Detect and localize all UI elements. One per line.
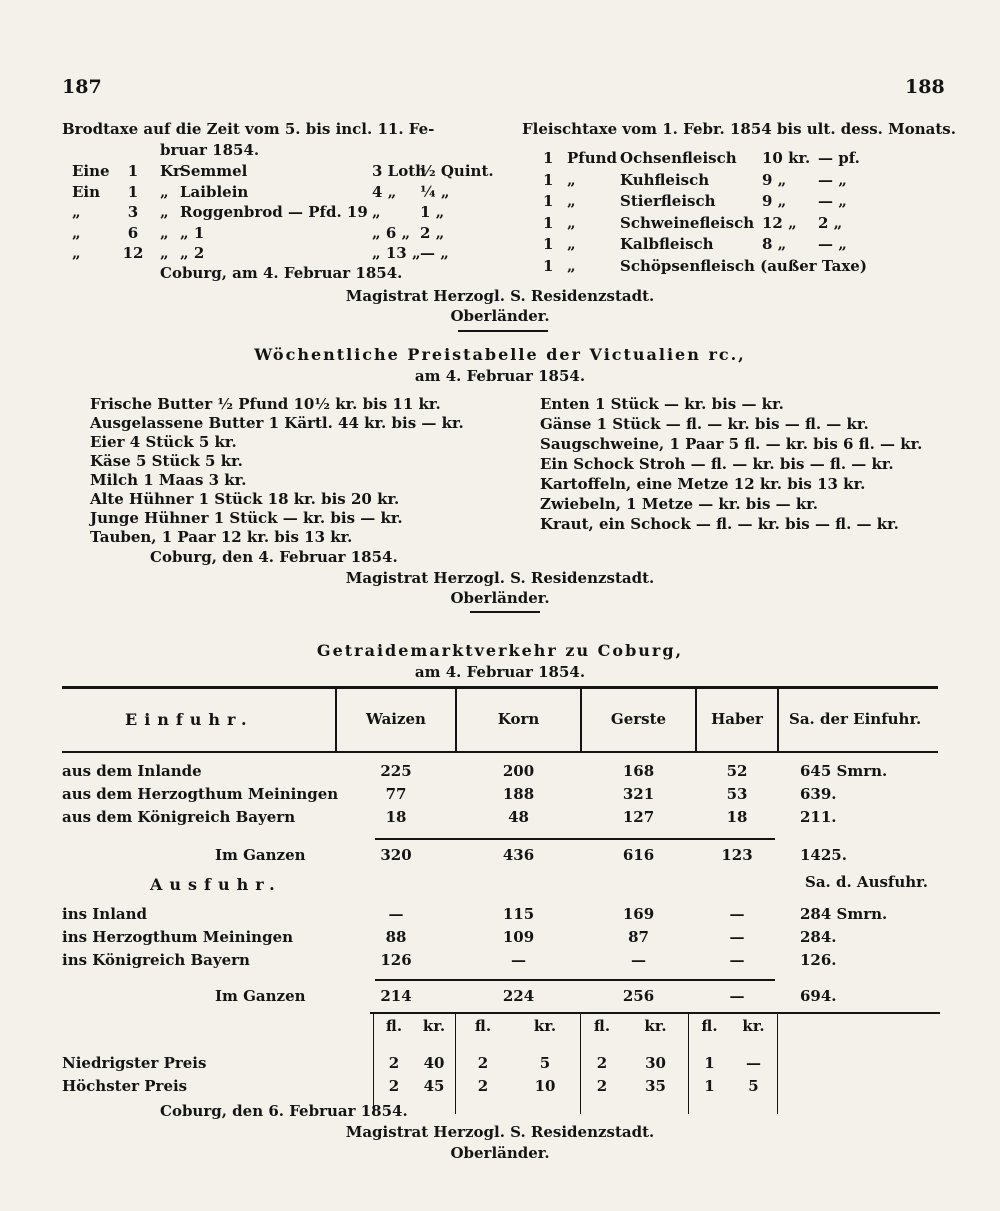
fleisch-row-pf: — pf.	[818, 149, 860, 167]
preis-item: Ausgelassene Butter 1 Kärtl. 44 kr. bis — kr.	[90, 414, 464, 432]
table-cell-sum: 645 Smrn.	[800, 762, 888, 780]
table-cell-sum: 1425.	[800, 846, 847, 864]
price-unit-header: fl.	[474, 1017, 492, 1035]
table-rule-sum-1	[375, 838, 775, 840]
price-cell: 2	[596, 1077, 608, 1095]
getraide-place-date: Coburg, den 6. Februar 1854.	[160, 1102, 408, 1120]
price-cell: 5	[748, 1077, 759, 1095]
oberlaender-3: Oberländer.	[450, 1144, 550, 1162]
brod-row-count: 1	[127, 182, 139, 201]
table-cell-sum: 284.	[800, 928, 837, 946]
brod-row-prefix: Ein	[72, 182, 101, 201]
brod-row-count: 3	[127, 203, 139, 221]
table-vrule-5	[777, 689, 779, 751]
brod-row-prefix: „	[72, 223, 81, 242]
table-cell-korn: 48	[508, 808, 529, 826]
fleisch-row-kr: 12 „	[762, 213, 797, 232]
fleisch-row-kr: 8 „	[762, 235, 787, 253]
header-einfuhr: Einfuhr.	[125, 710, 254, 729]
brod-row-item: „ 1	[180, 223, 205, 242]
table-cell-sum: 126.	[800, 951, 837, 969]
header-korn: Korn	[497, 710, 540, 728]
brod-row-loth: „	[372, 203, 381, 221]
preistabelle-title: Wöchentliche Preistabelle der Victualien rc.,	[254, 345, 746, 364]
price-cell: 1	[704, 1054, 715, 1072]
fleisch-row-item: Ochsenfleisch	[620, 149, 737, 167]
table-cell-haber: 53	[726, 785, 748, 803]
table-row-label: ins Inland	[62, 905, 148, 923]
table-cell-waizen: 126	[380, 951, 412, 969]
price-unit-header: kr.	[644, 1017, 667, 1035]
table-cell-sum: 639.	[800, 785, 837, 803]
fleisch-row-unit: „	[567, 192, 576, 210]
ausfuhr-label: Ausfuhr.	[150, 875, 282, 894]
brod-row-loth: 3 Loth	[372, 162, 427, 180]
fleisch-row-unit: „	[567, 256, 576, 275]
fleisch-row-item: Stierfleisch	[620, 192, 716, 210]
preis-item: Frische Butter ½ Pfund 10½ kr. bis 11 kr.	[90, 395, 441, 413]
table-cell-gerste: 169	[622, 905, 655, 923]
brodtaxe-place-date: Coburg, am 4. Februar 1854.	[160, 264, 403, 282]
page-number-right: 188	[905, 76, 945, 98]
table-cell-haber: —	[729, 905, 745, 923]
brodtaxe-title: Brodtaxe auf die Zeit vom 5. bis incl. 11. Fe-	[62, 120, 435, 138]
table-row-label: ins Herzogthum Meiningen	[62, 928, 294, 946]
getraide-title: Getraidemarktverkehr zu Coburg,	[316, 641, 684, 660]
table-row-label: Im Ganzen	[215, 846, 306, 864]
table-cell-haber: —	[729, 951, 745, 969]
table-cell-waizen: —	[388, 905, 404, 923]
brod-row-unit: „	[160, 203, 169, 221]
table-cell-waizen: 225	[380, 762, 412, 780]
fleisch-row-pf: — „	[818, 192, 847, 210]
price-row-label: Niedrigster Preis	[62, 1054, 207, 1072]
fleisch-row-unit: „	[567, 213, 576, 232]
page-number-left: 187	[62, 76, 102, 98]
brod-row-unit: „	[160, 244, 169, 262]
brod-row-prefix: „	[72, 203, 81, 221]
price-cell: 10	[534, 1077, 556, 1095]
table-cell-gerste: 256	[622, 987, 655, 1005]
fleisch-row-item: Kuhfleisch	[620, 170, 710, 189]
price-cell: 2	[596, 1054, 608, 1072]
fleisch-row-count: 1	[543, 235, 554, 253]
table-cell-waizen: 88	[385, 928, 407, 946]
table-row-label: Im Ganzen	[215, 987, 306, 1005]
table-rule-top	[62, 686, 938, 689]
divider-2	[470, 611, 540, 613]
table-row-label: aus dem Königreich Bayern	[62, 808, 296, 826]
price-row-label: Höchster Preis	[62, 1077, 188, 1095]
brod-row-loth: „ 13 „	[372, 244, 421, 262]
fleisch-row-pf: 2 „	[818, 213, 843, 232]
price-cell: 5	[539, 1054, 551, 1072]
brod-row-quint: 1 „	[420, 203, 445, 221]
table-cell-korn: 115	[502, 905, 535, 923]
fleisch-row-kr: 9 „	[762, 170, 787, 189]
preis-item: Kraut, ein Schock — fl. — kr. bis — fl. — kr.	[540, 515, 899, 533]
price-vrule-5	[777, 1014, 778, 1114]
oberlaender-1: Oberländer.	[450, 307, 550, 325]
brod-row-count: 1	[127, 162, 139, 180]
preis-item: Alte Hühner 1 Stück 18 kr. bis 20 kr.	[90, 490, 400, 508]
table-cell-gerste: 168	[622, 762, 655, 780]
table-cell-gerste: 321	[622, 785, 655, 803]
preis-item: Käse 5 Stück 5 kr.	[90, 452, 243, 470]
table-cell-waizen: 214	[380, 987, 412, 1005]
brod-row-quint: ¼ „	[420, 182, 450, 201]
table-cell-korn: 200	[502, 762, 535, 780]
preis-item: Saugschweine, 1 Paar 5 fl. — kr. bis 6 fl. — kr.	[540, 435, 923, 453]
table-cell-haber: 18	[726, 808, 748, 826]
table-cell-gerste: —	[631, 951, 646, 969]
price-cell: 35	[645, 1077, 666, 1095]
table-cell-sum: 284 Smrn.	[800, 905, 888, 923]
table-cell-haber: 123	[721, 846, 753, 864]
magistrat-signature-2: Magistrat Herzogl. S. Residenzstadt.	[345, 569, 655, 587]
price-cell: 40	[423, 1054, 445, 1072]
fleischtaxe-title: Fleischtaxe vom 1. Febr. 1854 bis ult. dess. Monats.	[522, 120, 956, 138]
preis-item: Eier 4 Stück 5 kr.	[90, 433, 237, 451]
table-cell-korn: 224	[502, 987, 535, 1005]
brod-row-item: Roggenbrod — Pfd. 19	[180, 203, 368, 221]
preis-item: Tauben, 1 Paar 12 kr. bis 13 kr.	[90, 528, 353, 546]
fleisch-row-unit: „	[567, 235, 576, 253]
header-sum-ausfuhr: Sa. d. Ausfuhr.	[805, 873, 928, 891]
preis-item: Milch 1 Maas 3 kr.	[90, 471, 247, 489]
brodtaxe-title-cont: bruar 1854.	[160, 141, 260, 159]
fleisch-row-kr: 10 kr.	[762, 149, 811, 167]
price-unit-header: kr.	[742, 1017, 765, 1035]
preistabelle-date: am 4. Februar 1854.	[414, 367, 586, 385]
table-row-label: ins Königreich Bayern	[62, 951, 250, 969]
preis-item: Kartoffeln, eine Metze 12 kr. bis 13 kr.	[540, 475, 866, 493]
divider-1	[458, 330, 548, 332]
fleisch-row-pf: — „	[818, 235, 847, 253]
getraide-date: am 4. Februar 1854.	[414, 663, 586, 681]
preis-item: Zwiebeln, 1 Metze — kr. bis — kr.	[540, 495, 819, 513]
fleisch-row-count: 1	[543, 256, 554, 275]
fleisch-row-unit: „	[567, 170, 576, 189]
fleisch-row-item: Schöpsenfleisch (außer Taxe)	[620, 256, 867, 275]
brod-row-item: „ 2	[180, 244, 205, 262]
price-unit-header: fl.	[593, 1017, 611, 1035]
header-waizen: Waizen	[366, 710, 426, 728]
brod-row-prefix: Eine	[72, 162, 110, 180]
preis-item: Junge Hühner 1 Stück — kr. bis — kr.	[90, 509, 403, 527]
preis-item: Ein Schock Stroh — fl. — kr. bis — fl. — kr.	[540, 455, 894, 473]
fleisch-row-count: 1	[543, 170, 554, 189]
table-cell-sum: 694.	[800, 987, 837, 1005]
price-cell: 2	[477, 1077, 489, 1095]
fleisch-row-kr: 9 „	[762, 192, 787, 210]
fleisch-row-count: 1	[543, 213, 554, 232]
table-cell-sum: 211.	[800, 808, 837, 826]
price-unit-header: fl.	[701, 1017, 718, 1035]
fleisch-row-item: Kalbfleisch	[620, 235, 714, 253]
table-cell-waizen: 77	[385, 785, 407, 803]
header-haber: Haber	[711, 710, 763, 728]
preis-item: Enten 1 Stück — kr. bis — kr.	[540, 395, 784, 413]
fleisch-row-count: 1	[543, 149, 554, 167]
brod-row-unit: „	[160, 182, 169, 201]
price-unit-header: fl.	[385, 1017, 403, 1035]
brod-row-unit: „	[160, 223, 169, 242]
header-sum-einfuhr: Sa. der Einfuhr.	[789, 710, 922, 728]
price-cell: 2	[477, 1054, 489, 1072]
brod-row-count: 6	[127, 223, 139, 242]
table-row-label: aus dem Herzogthum Meiningen	[62, 785, 339, 803]
table-cell-haber: 52	[726, 762, 748, 780]
brod-row-loth: „ 6 „	[372, 223, 411, 242]
table-cell-waizen: 320	[380, 846, 412, 864]
brod-row-quint: — „	[420, 244, 449, 262]
brod-row-item: Laiblein	[180, 182, 249, 201]
magistrat-signature-3: Magistrat Herzogl. S. Residenzstadt.	[345, 1123, 655, 1141]
price-cell: 2	[388, 1054, 400, 1072]
price-cell: 30	[645, 1054, 666, 1072]
preis-item: Gänse 1 Stück — fl. — kr. bis — fl. — kr.	[540, 415, 869, 433]
brod-row-count: 12	[122, 244, 144, 262]
magistrat-signature-1: Magistrat Herzogl. S. Residenzstadt.	[345, 287, 655, 305]
brod-row-item: Semmel	[180, 162, 248, 180]
table-cell-korn: 188	[502, 785, 535, 803]
table-cell-gerste: 87	[628, 928, 649, 946]
header-gerste: Gerste	[610, 710, 667, 728]
preistabelle-place-date: Coburg, den 4. Februar 1854.	[150, 548, 398, 566]
fleisch-row-unit: Pfund	[567, 149, 618, 167]
price-cell: —	[746, 1054, 761, 1072]
fleisch-row-count: 1	[543, 192, 554, 210]
table-cell-gerste: 127	[622, 808, 655, 826]
brod-row-prefix: „	[72, 244, 81, 262]
table-cell-korn: 109	[502, 928, 535, 946]
table-cell-korn: —	[511, 951, 526, 969]
fleisch-row-item: Schweinefleisch	[620, 213, 755, 232]
price-unit-header: kr.	[422, 1017, 446, 1035]
brod-row-quint: 2 „	[420, 223, 445, 242]
table-rule-sum-2	[375, 979, 775, 981]
table-cell-waizen: 18	[385, 808, 407, 826]
brod-row-unit: Kr.	[160, 162, 185, 180]
brod-row-loth: 4 „	[372, 182, 397, 201]
price-cell: 45	[423, 1077, 445, 1095]
oberlaender-2: Oberländer.	[450, 589, 550, 607]
table-row-label: aus dem Inlande	[62, 762, 202, 780]
table-rule-header	[62, 751, 938, 753]
table-cell-korn: 436	[502, 846, 535, 864]
price-cell: 2	[388, 1077, 400, 1095]
table-cell-haber: —	[729, 928, 745, 946]
table-cell-haber: —	[729, 987, 745, 1005]
table-cell-gerste: 616	[622, 846, 655, 864]
price-cell: 1	[704, 1077, 715, 1095]
price-unit-header: kr.	[533, 1017, 557, 1035]
brod-row-quint: ½ Quint.	[420, 162, 494, 180]
fleisch-row-pf: — „	[818, 170, 847, 189]
